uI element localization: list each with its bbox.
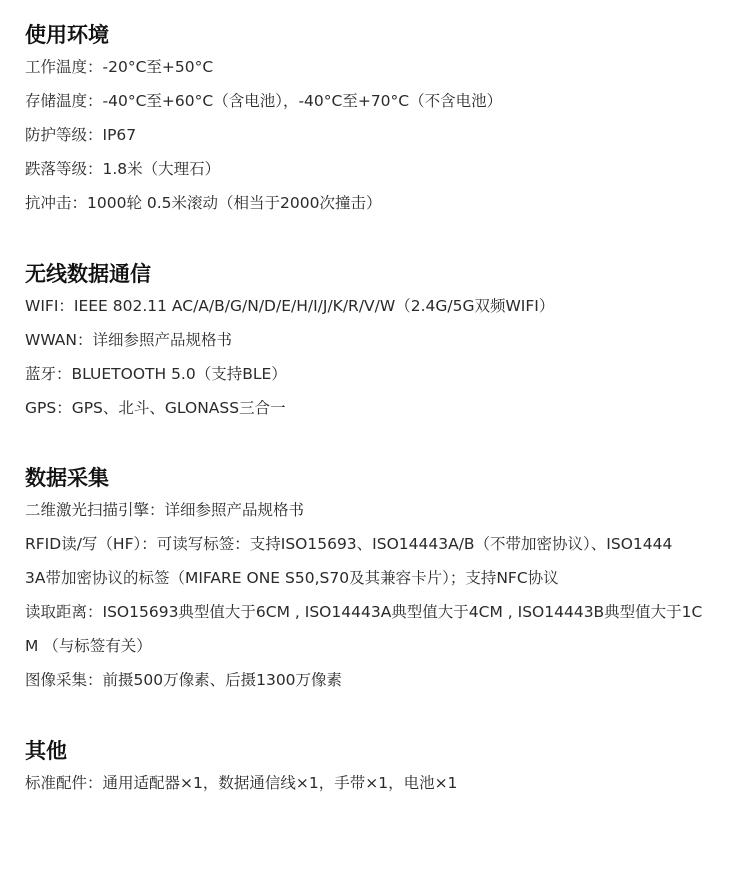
section-title: 使用环境 xyxy=(25,23,109,47)
spec-row-read-distance xyxy=(25,595,742,629)
spec-row-wwan xyxy=(25,323,742,357)
spec-row-gps xyxy=(25,391,742,425)
spec-label: 存储温度： xyxy=(25,92,103,110)
spec-label: WWAN： xyxy=(25,331,93,349)
spec-row-protection xyxy=(25,118,742,152)
spec-row-drop xyxy=(25,152,742,186)
spec-value: 前摄500万像素、后摄1300万像素 xyxy=(102,671,343,689)
spec-row-accessories xyxy=(25,766,742,800)
spec-value: 详细参照产品规格书 xyxy=(164,501,305,519)
spec-value: 3A带加密协议的标签（MIFARE ONE S50,S70及其兼容卡片）；支持NFC协议 xyxy=(25,569,559,587)
spec-label: GPS： xyxy=(25,399,72,417)
spec-label: 蓝牙： xyxy=(25,365,72,383)
spec-row-read-distance-cont xyxy=(25,629,742,663)
spec-label: WIFI： xyxy=(25,297,74,315)
spec-row-wifi xyxy=(25,289,742,323)
spec-label: RFID读/写（HF）： xyxy=(25,535,157,553)
spec-value: 通用适配器×1，数据通信线×1，手带×1，电池×1 xyxy=(102,774,458,792)
spec-value: 1.8米（大理石） xyxy=(102,160,221,178)
spec-row-operating-temp xyxy=(25,50,742,84)
spec-row-rfid xyxy=(25,527,742,561)
spec-value: -40°C至+60°C（含电池），-40°C至+70°C（不含电池） xyxy=(102,92,503,110)
spec-value: 详细参照产品规格书 xyxy=(92,331,233,349)
spec-label: 工作温度： xyxy=(25,58,103,76)
spec-row-rfid-cont xyxy=(25,561,742,595)
spec-row-camera xyxy=(25,663,742,697)
section-title: 其他 xyxy=(25,739,67,763)
spec-label: 二维激光扫描引擎： xyxy=(25,501,165,519)
spec-value: BLUETOOTH 5.0（支持BLE） xyxy=(71,365,287,383)
section-data-capture xyxy=(25,463,742,697)
spec-label: 标准配件： xyxy=(25,774,103,792)
section-other xyxy=(25,736,742,800)
spec-row-storage-temp xyxy=(25,84,742,118)
spec-value: 1000轮 0.5米滚动（相当于2000次撞击） xyxy=(87,194,382,212)
spec-label: 防护等级： xyxy=(25,126,103,144)
spec-row-bluetooth xyxy=(25,357,742,391)
section-wireless xyxy=(25,259,742,425)
section-title: 数据采集 xyxy=(25,466,109,490)
spec-label: 读取距离： xyxy=(25,603,103,621)
spec-value: M （与标签有关） xyxy=(25,637,152,655)
spec-label: 图像采集： xyxy=(25,671,103,689)
spec-row-impact xyxy=(25,186,742,220)
spec-label: 跌落等级： xyxy=(25,160,103,178)
spec-value: IP67 xyxy=(102,126,137,144)
spec-value: 可读写标签：支持ISO15693、ISO14443A/B（不带加密协议）、ISO1444 xyxy=(156,535,673,553)
spec-value: ISO15693典型值大于6CM , ISO14443A典型值大于4CM , ISO14443B典型值大于1C xyxy=(102,603,703,621)
spec-value: IEEE 802.11 AC/A/B/G/N/D/E/H/I/J/K/R/V/W（2.4G/5G双频WIFI） xyxy=(73,297,555,315)
spec-label: 抗冲击： xyxy=(25,194,88,212)
section-title: 无线数据通信 xyxy=(25,262,151,286)
spec-value: GPS、北斗、GLONASS三合一 xyxy=(71,399,286,417)
spec-row-scan-engine xyxy=(25,493,742,527)
spec-value: -20°C至+50°C xyxy=(102,58,214,76)
section-environment xyxy=(25,20,742,220)
